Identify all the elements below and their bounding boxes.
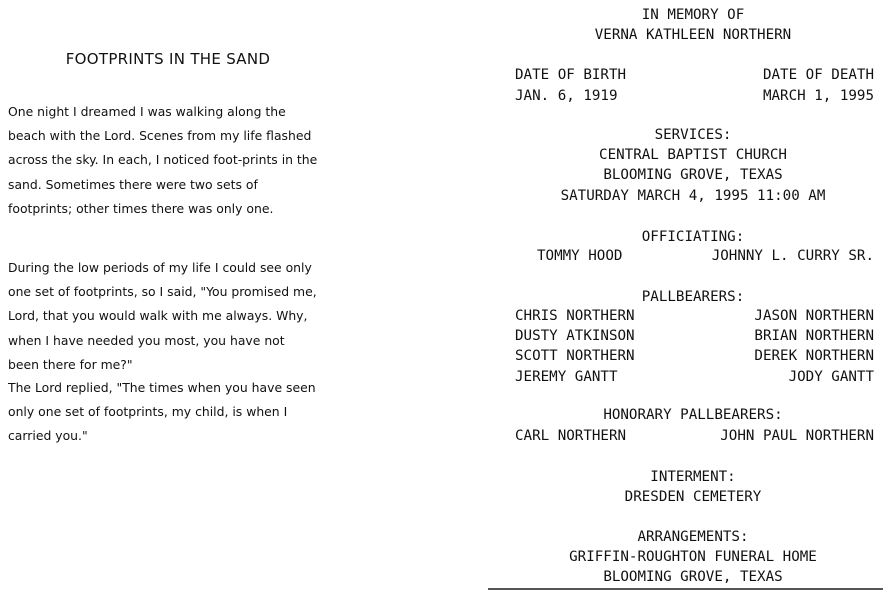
- memorial-page: [508, 0, 878, 595]
- poem-page: [8, 0, 318, 595]
- pallbearer: DUSTY ATKINSON: [515, 328, 635, 344]
- officiant-1: TOMMY HOOD: [537, 248, 623, 264]
- birth-label: DATE OF BIRTH: [515, 67, 627, 83]
- services-datetime: SATURDAY MARCH 4, 1995 11:00 AM: [560, 188, 826, 204]
- poem-paragraph-3: The Lord replied, "The times when you have seen only one set of footprints, my child, is when I carried you.": [8, 380, 316, 444]
- interment-label: INTERMENT:: [650, 469, 736, 485]
- deceased-name: VERNA KATHLEEN NORTHERN: [594, 27, 792, 43]
- pallbearer: JODY GANTT: [788, 369, 874, 385]
- death-label: DATE OF DEATH: [762, 67, 874, 83]
- services-church: CENTRAL BAPTIST CHURCH: [599, 147, 787, 163]
- officiating-label: OFFICIATING:: [641, 229, 745, 245]
- pallbearers-label: PALLBEARERS:: [641, 289, 745, 305]
- death-date: MARCH 1, 1995: [762, 88, 874, 104]
- bottom-rule: [488, 588, 883, 590]
- pallbearer: SCOTT NORTHERN: [515, 348, 635, 364]
- birth-date: JAN. 6, 1919: [515, 88, 618, 104]
- interment-place: DRESDEN CEMETERY: [624, 489, 762, 505]
- pallbearer: BRIAN NORTHERN: [754, 328, 874, 344]
- pallbearer: DEREK NORTHERN: [754, 348, 874, 364]
- services-label: SERVICES:: [654, 127, 732, 143]
- honorary-pallbearer: JOHN PAUL NORTHERN: [720, 428, 874, 444]
- arrangements-label: ARRANGEMENTS:: [637, 529, 749, 545]
- services-location: BLOOMING GROVE, TEXAS: [603, 167, 783, 183]
- officiant-2: JOHNNY L. CURRY SR.: [711, 248, 874, 264]
- pallbearer: CHRIS NORTHERN: [515, 308, 635, 324]
- memorial-heading: IN MEMORY OF: [641, 7, 745, 23]
- funeral-home-location: BLOOMING GROVE, TEXAS: [603, 569, 783, 585]
- funeral-home: GRIFFIN-ROUGHTON FUNERAL HOME: [569, 549, 817, 565]
- poem-paragraph-2: During the low periods of my life I could see only one set of footprints, so I said, "You promised me, Lord, that you would walk with me always. Why, when I have needed you most, you have not been there for me?": [8, 260, 317, 372]
- honorary-pallbearers-label: HONORARY PALLBEARERS:: [603, 407, 783, 423]
- poem-title: FOOTPRINTS IN THE SAND: [65, 50, 271, 68]
- pallbearer: JASON NORTHERN: [754, 308, 874, 324]
- honorary-pallbearer: CARL NORTHERN: [515, 428, 627, 444]
- poem-paragraph-1: One night I dreamed I was walking along the beach with the Lord. Scenes from my life flashed across the sky. In each, I noticed foot-prints in the sand. Sometimes there were two sets of footprints; other times there was only one.: [8, 104, 318, 216]
- pallbearer: JEREMY GANTT: [515, 369, 618, 385]
